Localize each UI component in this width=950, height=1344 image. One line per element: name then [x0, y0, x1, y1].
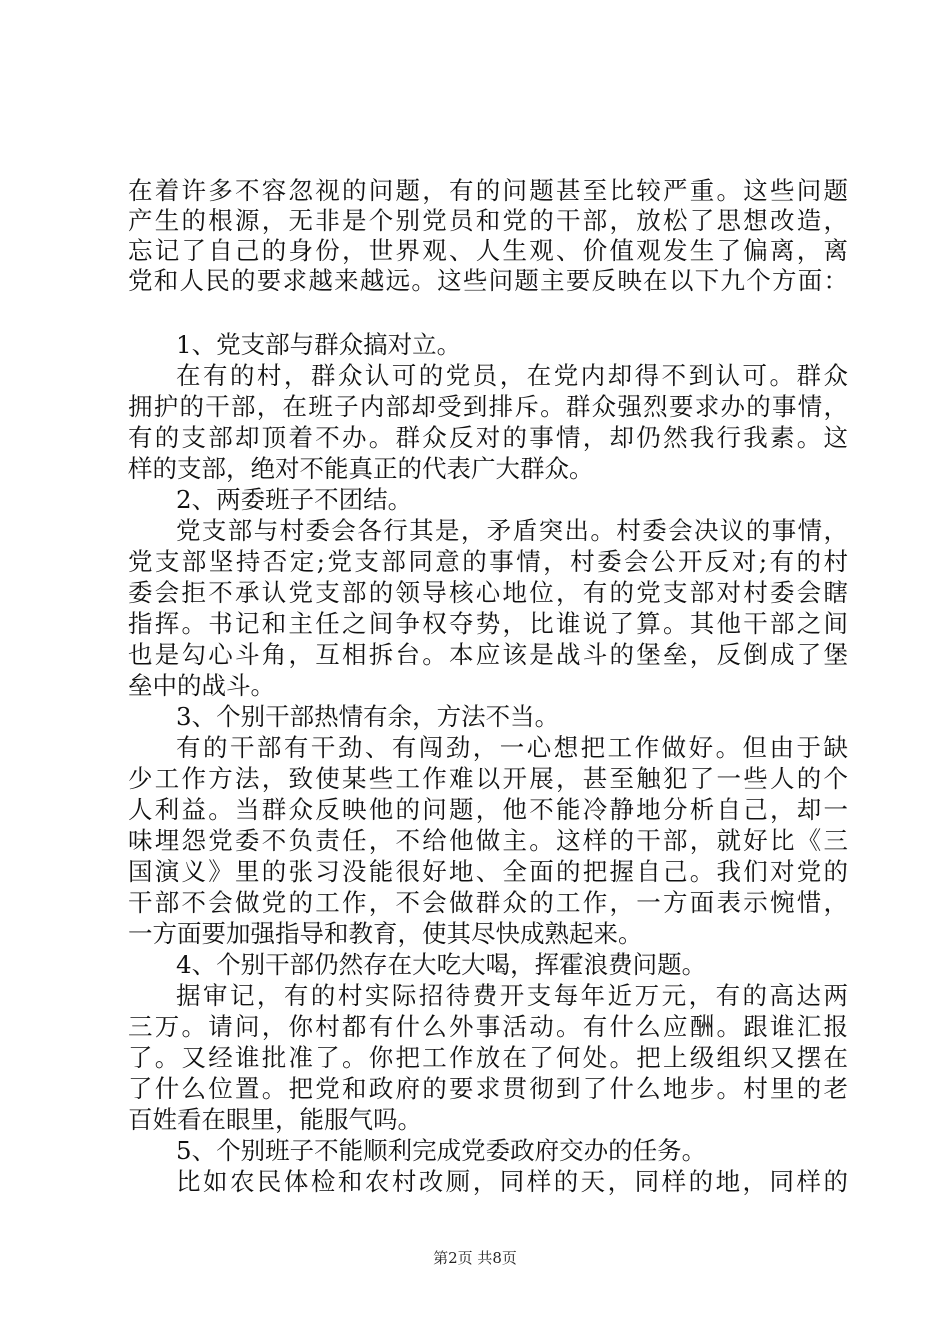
text-line: 了。又经谁批准了。你把工作放在了何处。把上级组织又摆在	[128, 1043, 848, 1072]
text-line: 了什么位置。把党和政府的要求贯彻到了什么地步。村里的老	[128, 1074, 848, 1103]
section-heading: 1、党支部与群众搞对立。	[176, 330, 462, 359]
section-heading: 2、两委班子不团结。	[176, 485, 413, 514]
text-line: 少工作方法，致使某些工作难以开展，甚至触犯了一些人的个	[128, 764, 848, 793]
text-line: 拥护的干部，在班子内部却受到排斥。群众强烈要求办的事情，	[128, 392, 848, 421]
text-line: 干部不会做党的工作，不会做群众的工作，一方面表示惋惜，	[128, 888, 848, 917]
text-line: 在着许多不容忽视的问题，有的问题甚至比较严重。这些问题	[128, 176, 848, 205]
text-line: 也是勾心斗角，互相拆台。本应该是战斗的堡垒，反倒成了堡	[128, 640, 848, 669]
text-line: 三万。请问，你村都有什么外事活动。有什么应酬。跟谁汇报	[128, 1012, 848, 1041]
text-line: 垒中的战斗。	[128, 671, 275, 700]
text-line: 指挥。书记和主任之间争权夺势，比谁说了算。其他干部之间	[128, 609, 848, 638]
text-line: 党和人民的要求越来越远。这些问题主要反映在以下九个方面：	[128, 266, 848, 295]
text-line: 在有的村，群众认可的党员，在党内却得不到认可。群众	[176, 361, 848, 390]
text-line: 产生的根源，无非是个别党员和党的干部，放松了思想改造，	[128, 206, 848, 235]
text-line: 忘记了自己的身份，世界观、人生观、价值观发生了偏离，离	[128, 236, 848, 265]
text-line: 国演义》里的张习没能很好地、全面的把握自己。我们对党的	[128, 857, 848, 886]
text-line: 党支部坚持否定;党支部同意的事情，村委会公开反对;有的村	[128, 547, 848, 576]
text-line: 百姓看在眼里，能服气吗。	[128, 1105, 422, 1134]
section-heading: 4、个别干部仍然存在大吃大喝，挥霍浪费问题。	[176, 950, 707, 979]
text-line: 比如农民体检和农村改厕，同样的天，同样的地，同样的	[176, 1167, 848, 1196]
text-line: 党支部与村委会各行其是，矛盾突出。村委会决议的事情，	[176, 516, 848, 545]
text-line: 有的干部有干劲、有闯劲，一心想把工作做好。但由于缺	[176, 733, 848, 762]
text-line: 据审记，有的村实际招待费开支每年近万元，有的高达两	[176, 981, 848, 1010]
text-line: 样的支部，绝对不能真正的代表广大群众。	[128, 454, 594, 483]
text-line: 一方面要加强指导和教育，使其尽快成熟起来。	[128, 919, 643, 948]
page-footer: 第2页 共8页	[433, 1249, 517, 1267]
text-line: 人利益。当群众反映他的问题，他不能冷静地分析自己，却一	[128, 795, 848, 824]
text-line: 味埋怨党委不负责任，不给他做主。这样的干部，就好比《三	[128, 826, 848, 855]
section-heading: 5、个别班子不能顺利完成党委政府交办的任务。	[176, 1136, 707, 1165]
section-heading: 3、个别干部热情有余，方法不当。	[176, 702, 560, 731]
text-line: 有的支部却顶着不办。群众反对的事情，却仍然我行我素。这	[128, 423, 848, 452]
text-line: 委会拒不承认党支部的领导核心地位，有的党支部对村委会瞎	[128, 578, 848, 607]
